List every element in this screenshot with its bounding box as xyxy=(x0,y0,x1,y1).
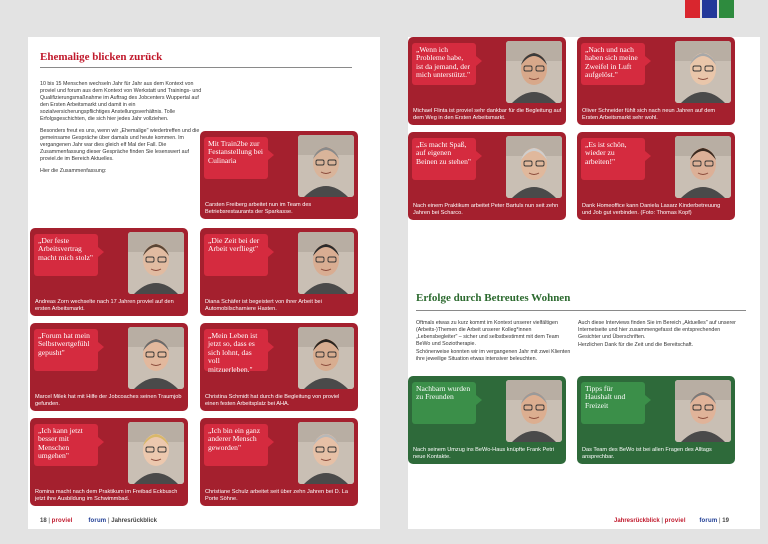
portrait-photo xyxy=(298,327,354,389)
portrait-photo xyxy=(506,380,562,442)
footer-brand-proviel-right: proviel xyxy=(664,518,686,524)
quote-bubble: „Nach und nach haben sich meine Zweifel in Luft aufgelöst." xyxy=(581,43,645,85)
card-caption: Christiane Schulz arbeitet seit über zehn Jahren bei D. La Porte Söhne. xyxy=(205,489,349,502)
portrait-photo xyxy=(128,422,184,484)
right-col1-text xyxy=(416,320,571,368)
footer-brand-forum-right: forum xyxy=(699,518,718,524)
card-caption: Carsten Freiberg arbeitet nun im Team des Betriebsrestaurants der Sparkasse. xyxy=(205,202,312,215)
quote-bubble: „Forum hat mein Selbstwertgefühl gepusht" xyxy=(34,329,98,371)
portrait-photo xyxy=(675,380,731,442)
quote-bubble: „Ich kann jetzt besser mit Menschen umgehen" xyxy=(34,424,98,466)
footer-separator: | xyxy=(108,518,110,524)
story-card[interactable] xyxy=(30,418,188,506)
right-section-title: Erfolge durch Betreutes Wohnen xyxy=(416,292,571,304)
quote-bubble: Tipps für Haushalt und Freizeit xyxy=(581,382,645,424)
card-caption: Nach einem Praktikum arbeitet Peter Bartuls nun seit zehn Jahren bei Scharco. xyxy=(413,203,559,216)
card-caption: Christina Schmidt hat durch die Begleitung von proviel einen festen Arbeitsplatz bei AHA. xyxy=(205,394,340,407)
card-caption: Das Team des BeWo ist bei allen Fragen des Alltags ansprechbar. xyxy=(582,447,712,460)
footer-separator: | xyxy=(719,518,721,524)
bewo-paragraph-2: Schönerweise konnten wir im vergangenen Jahr mit zwei Klienten ihre jeweilige Situation etwas intensiver beleuchten. xyxy=(416,349,571,362)
portrait-photo xyxy=(675,41,731,103)
card-caption: Marcel Milek hat mit Hilfe der Jobcoaches seinen Traumjob gefunden. xyxy=(35,394,182,407)
bewo-paragraph-4: Herzlichen Dank für die Zeit und die Bereitschaft. xyxy=(578,342,694,348)
intro-paragraph-2: Besonders freut es uns, wenn wir „Ehemalige" wiedertreffen und die gemeinsame Gespräche über damals und heute kommen. Im vergangenen Jahr war dies gleich elf Mal der Fall. Die Zusammenfassung dieser Gespräche finden Sie lesenswert auf proviel.de im Bereich Aktuelles. xyxy=(40,128,200,162)
portrait-photo xyxy=(298,422,354,484)
left-title-rule xyxy=(40,67,352,68)
card-caption: Oliver Schneider fühlt sich nach neun Jahren auf dem Ersten Arbeitsmarkt sehr wohl. xyxy=(582,108,716,121)
portrait-photo xyxy=(298,232,354,294)
story-card[interactable] xyxy=(30,228,188,316)
footer-label-right: Jahresrückblick xyxy=(614,518,660,524)
card-caption: Andreas Zorn wechselte nach 17 Jahren proviel auf den ersten Arbeitsmarkt. xyxy=(35,299,174,312)
intro-paragraph-1: 10 bis 15 Menschen wechseln Jahr für Jahr aus dem Kontext von proviel und forum aus dem Kontext von Werkstatt und Trainings- und Qualifizierungsmaßnahme im Auftrag des Jobcenters Wuppertal auf den Ersten Arbeitsmarkt und damit in ein sozialversicherungspflichtiges Anstellungsverhältnis. Tolle Erfolgsgeschichten, die sich hier jedes Jahr vollziehen. xyxy=(40,81,202,122)
brand-block-red xyxy=(685,0,700,18)
card-caption: Romina macht nach dem Praktikum im Freibad Eckbusch jetzt ihre Ausbildung im Schwimmbad. xyxy=(35,489,178,502)
brand-color-blocks xyxy=(685,0,734,18)
left-footer xyxy=(40,518,157,524)
story-card[interactable] xyxy=(408,132,566,220)
story-card[interactable] xyxy=(577,376,735,464)
left-intro-text xyxy=(40,81,206,180)
card-caption: Nach seinem Umzug ins BeWo-Haus knüpfte Frank Petri neue Kontakte. xyxy=(413,447,555,460)
quote-bubble: „Wenn ich Probleme habe, ist da jemand, der mich unterstützt." xyxy=(412,43,476,85)
quote-bubble: Nachbarn wurden zu Freunden xyxy=(412,382,476,424)
bewo-paragraph-1: Oftmals etwas zu kurz kommt im Kontext unserer vielfältigen (Arbeits-)Themen die Arbeit unserer Kolleg*innen „Lebensbegleiter" – sicher und selbstbestimmt mit dem Team BeWo und Soziotherapie. xyxy=(416,320,560,347)
story-card[interactable] xyxy=(200,418,358,506)
left-section-title: Ehemalige blicken zurück xyxy=(40,51,163,63)
story-card[interactable] xyxy=(577,132,735,220)
quote-bubble: „Der feste Arbeitsvertrag macht mich stolz" xyxy=(34,234,98,276)
story-card[interactable] xyxy=(200,228,358,316)
quote-bubble: „Es ist schön, wieder zu arbeiten!" xyxy=(581,138,645,180)
quote-bubble: Mit Train2be zur Festanstellung bei Culinaria xyxy=(204,137,268,179)
right-title-rule xyxy=(416,310,746,311)
story-card[interactable] xyxy=(408,376,566,464)
quote-bubble: „Ich bin ein ganz anderer Mensch geworden" xyxy=(204,424,268,466)
story-card[interactable] xyxy=(408,37,566,125)
card-caption: Michael Flinta ist proviel sehr dankbar für die Begleitung auf dem Weg in den Ersten Arbeitsmarkt. xyxy=(413,108,562,121)
quote-bubble: „Mein Leben ist jetzt so, dass es sich lohnt, das voll mitzuerleben." xyxy=(204,329,268,371)
footer-separator: | xyxy=(48,518,50,524)
footer-label: Jahresrückblick xyxy=(111,518,157,524)
portrait-photo xyxy=(128,232,184,294)
card-caption: Diana Schäfer ist begeistert von ihrer Arbeit bei Automobilscharniere Hasten. xyxy=(205,299,322,312)
right-footer xyxy=(614,518,729,524)
card-caption: Dank Homeoffice kann Daniela Lasarz Kinderbetreuung und Job gut verbinden. (Foto: Thomas Kopf) xyxy=(582,203,721,216)
quote-bubble: „Es macht Spaß, auf eigenen Beinen zu stehen" xyxy=(412,138,476,180)
left-page-number: 18 xyxy=(40,518,47,524)
portrait-photo xyxy=(675,136,731,198)
story-card[interactable] xyxy=(200,323,358,411)
portrait-photo xyxy=(128,327,184,389)
footer-separator: | xyxy=(661,518,663,524)
portrait-photo xyxy=(298,135,354,197)
brand-block-blue xyxy=(702,0,717,18)
bewo-paragraph-3: Auch diese Interviews finden Sie im Bereich „Aktuelles" auf unserer Internetseite und hier zusammengefasst die entsprechenden Gesichter und Überschriften. xyxy=(578,320,736,340)
portrait-photo xyxy=(506,41,562,103)
story-card[interactable] xyxy=(577,37,735,125)
portrait-photo xyxy=(506,136,562,198)
right-page-number: 19 xyxy=(722,518,729,524)
story-card[interactable] xyxy=(30,323,188,411)
intro-paragraph-3: Hier die Zusammenfassung: xyxy=(40,168,107,174)
footer-brand-proviel: proviel xyxy=(51,518,73,524)
right-col2-text xyxy=(578,320,738,354)
quote-bubble: „Die Zeit bei der Arbeit verfliegt" xyxy=(204,234,268,276)
footer-brand-forum: forum xyxy=(88,518,107,524)
story-card[interactable] xyxy=(200,131,358,219)
brand-block-green xyxy=(719,0,734,18)
